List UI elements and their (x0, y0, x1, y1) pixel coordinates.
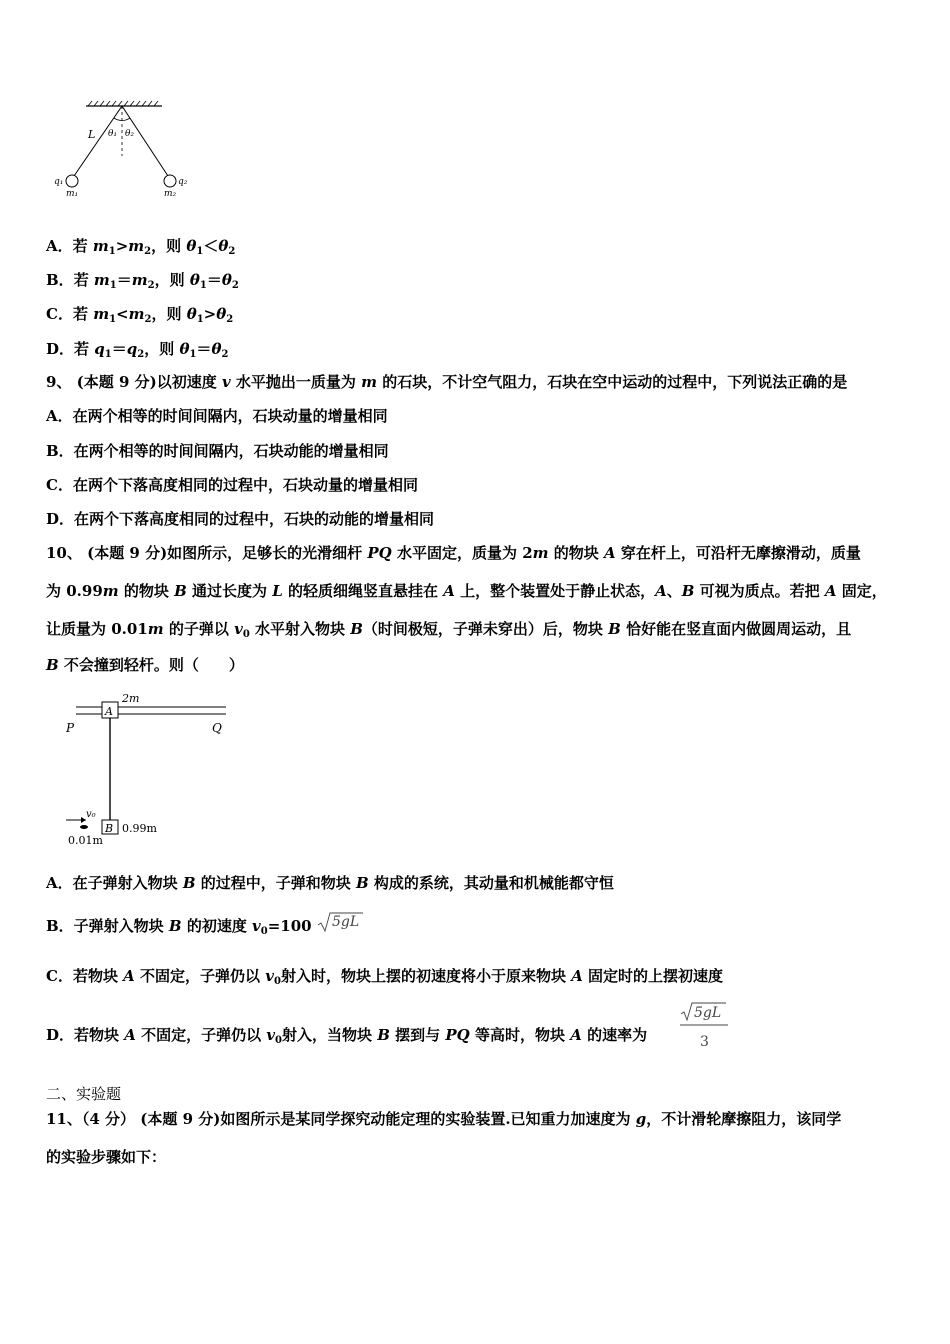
q10-stem-line4 (46, 655, 244, 675)
q9-option-c[interactable]: C．在两个下落高度相同的过程中，石块动量的增量相同 (46, 476, 418, 494)
text: 为 0.99 (46, 582, 103, 600)
text: 通过长度为 (186, 582, 273, 600)
subscript: 2 (137, 349, 145, 360)
var: B (608, 620, 621, 638)
label-theta2: θ₂ (125, 129, 135, 139)
label-m1: m₁ (66, 189, 79, 199)
option-text: ，则 (154, 271, 190, 289)
subscript: 1 (189, 349, 197, 360)
text: 、 (666, 582, 682, 600)
denominator: 3 (700, 1034, 709, 1050)
q10-option-b[interactable] (46, 916, 365, 936)
operator: ＝ (111, 340, 127, 358)
subscript: 1 (109, 314, 117, 325)
text: 不会撞到轻杆。则（ ） (58, 656, 244, 674)
pendulum-figure (50, 96, 200, 206)
text: 固定， (836, 582, 887, 600)
q10-stem-line3 (46, 619, 851, 639)
text: 水平固定，质量为 2 (391, 544, 533, 562)
label-m2: m₂ (164, 189, 177, 199)
var: m (128, 305, 145, 323)
subscript: 1 (196, 314, 204, 325)
text: 可视为质点。若把 (694, 582, 825, 600)
var: v (265, 967, 274, 985)
var: m (93, 271, 110, 289)
var: A (655, 582, 667, 600)
text: 的物块 (118, 582, 175, 600)
text: 11、（4 分） (本题 9 分)如图所示是某同学探究动能定理的实验装置.已知重力加速度为 (46, 1110, 636, 1128)
subscript: 1 (199, 280, 207, 291)
label-Q: Q (212, 721, 222, 735)
option-text: ，则 (151, 237, 187, 255)
text: 不固定，子弹仍以 (134, 967, 266, 985)
option-text: 若 (74, 340, 95, 358)
text: 的过程中，子弹和物块 (195, 874, 357, 892)
q8-option-b[interactable] (46, 270, 239, 290)
subscript: 0 (275, 1035, 283, 1046)
label-q2: q₂ (178, 177, 188, 187)
text: 的子弹以 (163, 620, 235, 638)
text: B．子弹射入物块 (46, 917, 169, 935)
var: m (92, 237, 109, 255)
var: A (571, 967, 583, 985)
var: v (221, 373, 231, 391)
subscript: 2 (228, 246, 236, 257)
text: C．若物块 (46, 967, 124, 985)
text: 的物块 (548, 544, 604, 562)
var: B (168, 917, 182, 935)
fraction-sqrt-5gl-over-3 (678, 1000, 730, 1052)
operator: ＝ (206, 271, 222, 289)
var: A (123, 967, 135, 985)
radicand: 5gL (331, 914, 360, 930)
option-text: 若 (72, 305, 94, 323)
q10-stem-line1 (46, 543, 861, 563)
operator: > (115, 237, 129, 255)
label-L: L (88, 128, 96, 141)
q8-option-d[interactable] (46, 339, 228, 359)
q9-stem (46, 372, 847, 392)
sqrt-5gl (317, 909, 365, 935)
q9-option-a[interactable]: A．在两个相等的时间间隔内，石块动量的增量相同 (46, 407, 388, 425)
text: A．在子弹射入物块 (46, 874, 183, 892)
var: θ (216, 305, 227, 323)
operator: ＜ (203, 237, 219, 255)
q10-option-c[interactable] (46, 966, 723, 986)
section-heading: 二、实验题 (46, 1085, 122, 1103)
var: m (147, 620, 164, 638)
q11-stem-line2: 的实验步骤如下： (46, 1148, 167, 1166)
text: 射入，当物块 (282, 1026, 378, 1044)
label-theta1: θ₁ (108, 129, 118, 139)
text: 固定时的上摆初速度 (582, 967, 724, 985)
text: ，不计滑轮摩擦阻力，该同学 (646, 1110, 842, 1128)
var: A (824, 582, 837, 600)
option-text: ，则 (151, 305, 187, 323)
subscript: 2 (144, 246, 152, 257)
q10-stem-line2 (46, 581, 887, 601)
operator: < (116, 305, 129, 323)
text: 不固定，子弹仍以 (135, 1026, 267, 1044)
text: 水平射入物块 (249, 620, 351, 638)
label-2m: 2m (122, 692, 140, 705)
text: 的轻质细绳竖直悬挂在 (282, 582, 444, 600)
text: （时间极短，子弹未穿出）后，物块 (362, 620, 609, 638)
text: D．若物块 (46, 1026, 125, 1044)
var: θ (189, 271, 200, 289)
var: B (46, 656, 59, 674)
text: 的石块，不计空气阻力，石块在空中运动的过程中，下列说法正确的是 (377, 373, 848, 391)
var: B (350, 620, 363, 638)
var: θ (211, 340, 222, 358)
q10-option-a[interactable] (46, 873, 614, 893)
operator: ＝ (116, 271, 132, 289)
var: A (124, 1026, 136, 1044)
option-letter: A． (46, 237, 73, 255)
subscript: 2 (144, 314, 152, 325)
q8-option-c[interactable] (46, 304, 233, 324)
var: A (443, 582, 455, 600)
var: B (174, 582, 187, 600)
sphere-1 (66, 175, 78, 187)
text: 水平抛出一质量为 (230, 373, 362, 391)
q9-option-b[interactable]: B．在两个相等的时间间隔内，石块动能的增量相同 (46, 442, 389, 460)
var: θ (186, 237, 197, 255)
subscript: 2 (231, 280, 239, 291)
var: B (356, 874, 369, 892)
subscript: 1 (108, 246, 116, 257)
label-001m: 0.01m (68, 834, 103, 847)
q10-option-d[interactable] (46, 1025, 647, 1045)
sphere-2 (164, 175, 176, 187)
subscript: 1 (196, 246, 204, 257)
var: A (603, 544, 616, 562)
option-text: 若 (73, 271, 94, 289)
var: θ (179, 340, 190, 358)
var: θ (221, 271, 232, 289)
text: 的初速度 (181, 917, 253, 935)
var: q (94, 340, 105, 358)
q11-stem-line1 (46, 1109, 841, 1129)
var: m (532, 544, 549, 562)
rod-block-figure (60, 690, 240, 850)
var: v (234, 620, 243, 638)
q9-option-d[interactable]: D．在两个下落高度相同的过程中，石块的动能的增量相同 (46, 510, 435, 528)
option-letter: D． (46, 340, 75, 358)
subscript: 0 (260, 926, 268, 937)
label-B: B (105, 822, 114, 835)
var: θ (186, 305, 197, 323)
option-letter: C． (46, 305, 73, 323)
label-099m: 0.99m (122, 822, 157, 835)
label-q1: q₁ (54, 177, 64, 187)
subscript: 0 (242, 629, 250, 640)
var: v (266, 1026, 276, 1044)
text: 等高时，物块 (469, 1026, 571, 1044)
var: A (570, 1026, 582, 1044)
subscript: 2 (147, 280, 155, 291)
text: 构成的系统，其动量和机械能都守恒 (368, 874, 614, 892)
text: 恰好能在竖直面内做圆周运动，且 (620, 620, 852, 638)
option-text: 若 (72, 237, 93, 255)
var: B (377, 1026, 390, 1044)
subscript: 1 (109, 280, 117, 291)
var: m (131, 271, 148, 289)
var: m (128, 237, 145, 255)
var: v (252, 917, 261, 935)
text: 的速率为 (581, 1026, 648, 1044)
var: g (635, 1110, 647, 1128)
var: θ (218, 237, 229, 255)
var: m (93, 305, 110, 323)
var: PQ (445, 1026, 470, 1044)
var: L (272, 582, 283, 600)
text: 射入时，物块上摆的初速度将小于原来物块 (280, 967, 572, 985)
subscript: 1 (104, 349, 112, 360)
text: 摆到与 (389, 1026, 446, 1044)
var: PQ (367, 544, 392, 562)
text: =100 (267, 917, 312, 935)
label-A: A (105, 705, 113, 718)
label-P: P (66, 721, 75, 735)
subscript: 2 (221, 349, 229, 360)
text: 让质量为 0.01 (46, 620, 148, 638)
subscript: 2 (226, 314, 234, 325)
var: m (102, 582, 119, 600)
option-letter: B． (46, 271, 74, 289)
option-text: ，则 (144, 340, 180, 358)
bullet (80, 825, 88, 829)
var: q (126, 340, 138, 358)
q8-option-a[interactable] (46, 236, 235, 256)
subscript: 0 (273, 976, 281, 987)
text: 10、 (本题 9 分)如图所示，足够长的光滑细杆 (46, 544, 368, 562)
label-v0: v₀ (86, 809, 96, 820)
radicand: 5gL (694, 1005, 722, 1021)
operator: > (203, 305, 217, 323)
text: 9、 (本题 9 分)以初速度 (46, 373, 222, 391)
text: 上，整个装置处于静止状态， (454, 582, 656, 600)
var: B (182, 874, 196, 892)
var: m (361, 373, 378, 391)
operator: ＝ (196, 340, 212, 358)
var: B (681, 582, 695, 600)
text: 穿在杆上，可沿杆无摩擦滑动，质量 (615, 544, 861, 562)
